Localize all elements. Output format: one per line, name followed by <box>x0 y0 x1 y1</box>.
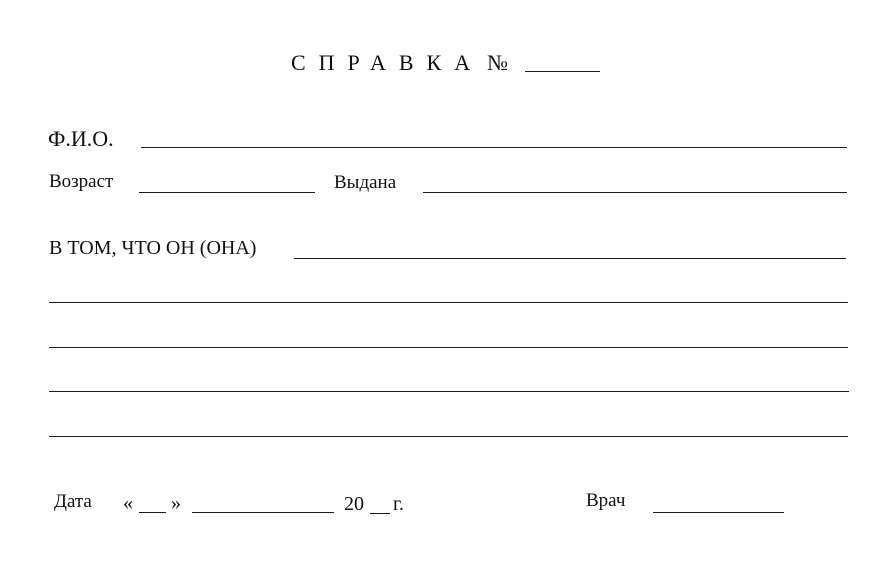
date-label: Дата <box>54 491 92 512</box>
doctor-signature-field[interactable] <box>653 512 784 513</box>
date-day-field[interactable] <box>139 512 166 513</box>
date-close-quote: » <box>171 492 181 514</box>
issued-label: Выдана <box>334 172 397 193</box>
age-field[interactable] <box>139 192 315 193</box>
doctor-label: Врач <box>586 490 626 511</box>
blank-line-2[interactable] <box>49 347 848 348</box>
year-prefix: 20 <box>344 493 364 515</box>
blank-line-1[interactable] <box>49 302 848 303</box>
fio-field[interactable] <box>141 147 847 148</box>
blank-line-4[interactable] <box>49 436 848 437</box>
date-year-field[interactable] <box>370 513 390 514</box>
blank-line-3[interactable] <box>49 391 849 392</box>
number-sign: № <box>487 50 508 75</box>
statement-field[interactable] <box>294 258 846 259</box>
date-month-field[interactable] <box>192 512 334 513</box>
issued-field[interactable] <box>423 192 847 193</box>
form-title: СПРАВКА <box>291 50 484 75</box>
certificate-number-field[interactable] <box>525 71 600 72</box>
year-suffix: г. <box>393 493 404 515</box>
date-open-quote: « <box>123 492 133 514</box>
statement-label: В ТОМ, ЧТО ОН (ОНА) <box>49 237 257 259</box>
fio-label: Ф.И.О. <box>48 126 114 151</box>
age-label: Возраст <box>49 171 114 192</box>
